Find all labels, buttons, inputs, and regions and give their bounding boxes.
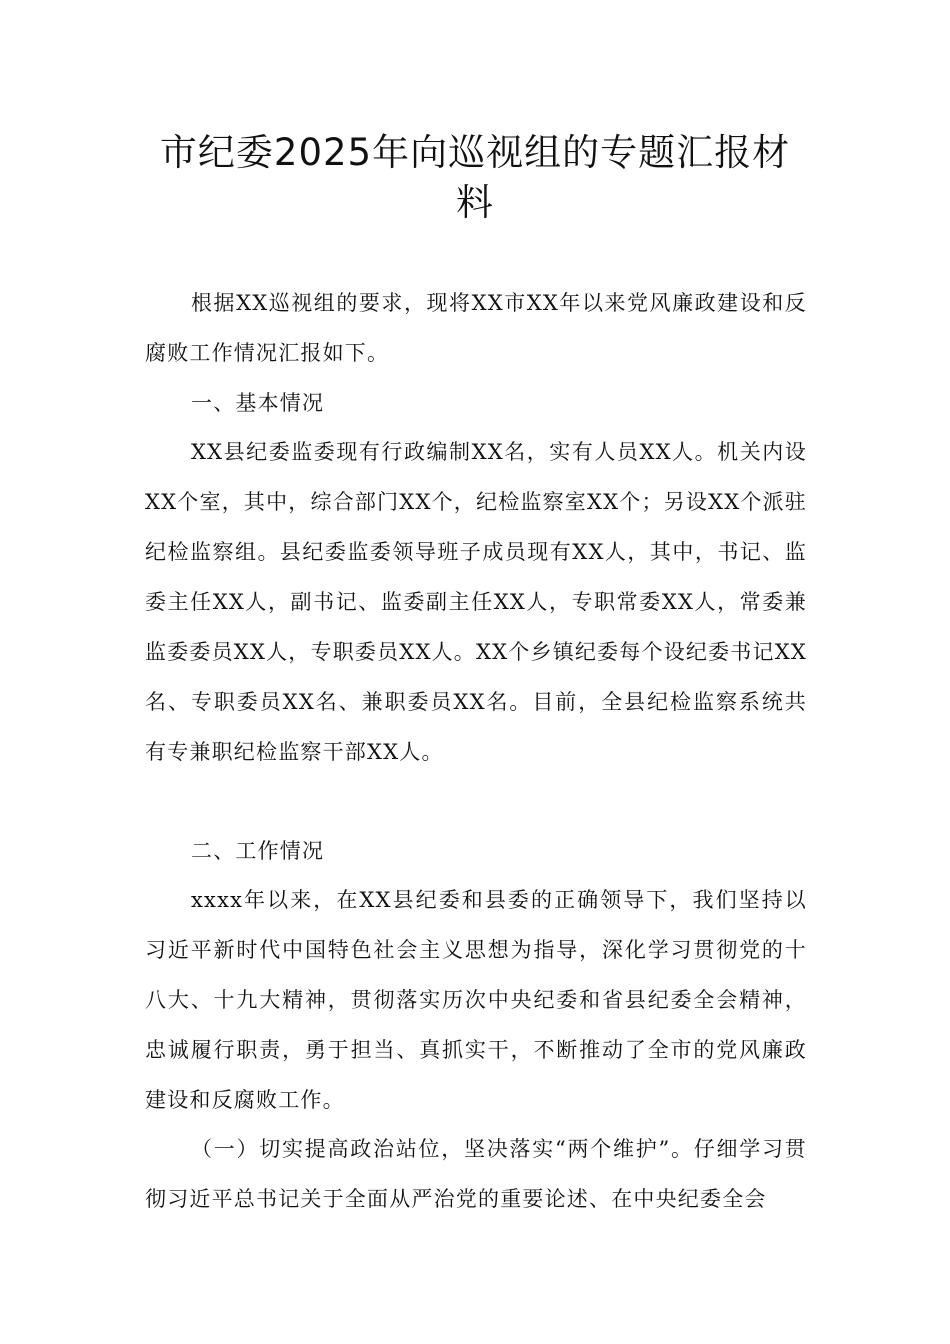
section-heading-work-status: 二、工作情况 — [191, 839, 325, 863]
basic-info-paragraph: XX县纪委监委现有行政编制XX名，实有人员XX人。机关内设XX个室，其中，综合部门XX个，纪检监察室XX个；另设XX个派驻纪检监察组。县纪委监委领导班子成员现有XX人，其中，书记、监委主任XX人，副书记、监委副主任XX人，专职常委XX人，常委兼监委委员XX人，专职委员XX人。XX个乡镇纪委每个设纪委书记XX名、专职委员XX名、兼职委员XX名。目前，全县纪检监察系统共有专兼职纪检监察干部XX人。 — [145, 440, 807, 764]
intro-paragraph: 根据XX巡视组的要求，现将XX市XX年以来党风廉政建设和反腐败工作情况汇报如下。 — [145, 291, 807, 365]
document-title: 市纪委2025年向巡视组的专题汇报材料 — [159, 131, 791, 224]
subsection-political-stance-paragraph: （一）切实提高政治站位，坚决落实“两个维护”。仔细学习贯彻习近平总书记关于全面从严治党的重要论述、在中央纪委全会 — [145, 1137, 807, 1211]
section-heading-basic-info: 一、基本情况 — [191, 391, 325, 415]
work-status-paragraph: xxxx年以来，在XX县纪委和县委的正确领导下，我们坚持以习近平新时代中国特色社会主义思想为指导，深化学习贯彻党的十八大、十九大精神，贯彻落实历次中央纪委和省县纪委全会精神，忠诚履行职责，勇于担当、真抓实干，不断推动了全市的党风廉政建设和反腐败工作。 — [145, 888, 807, 1112]
